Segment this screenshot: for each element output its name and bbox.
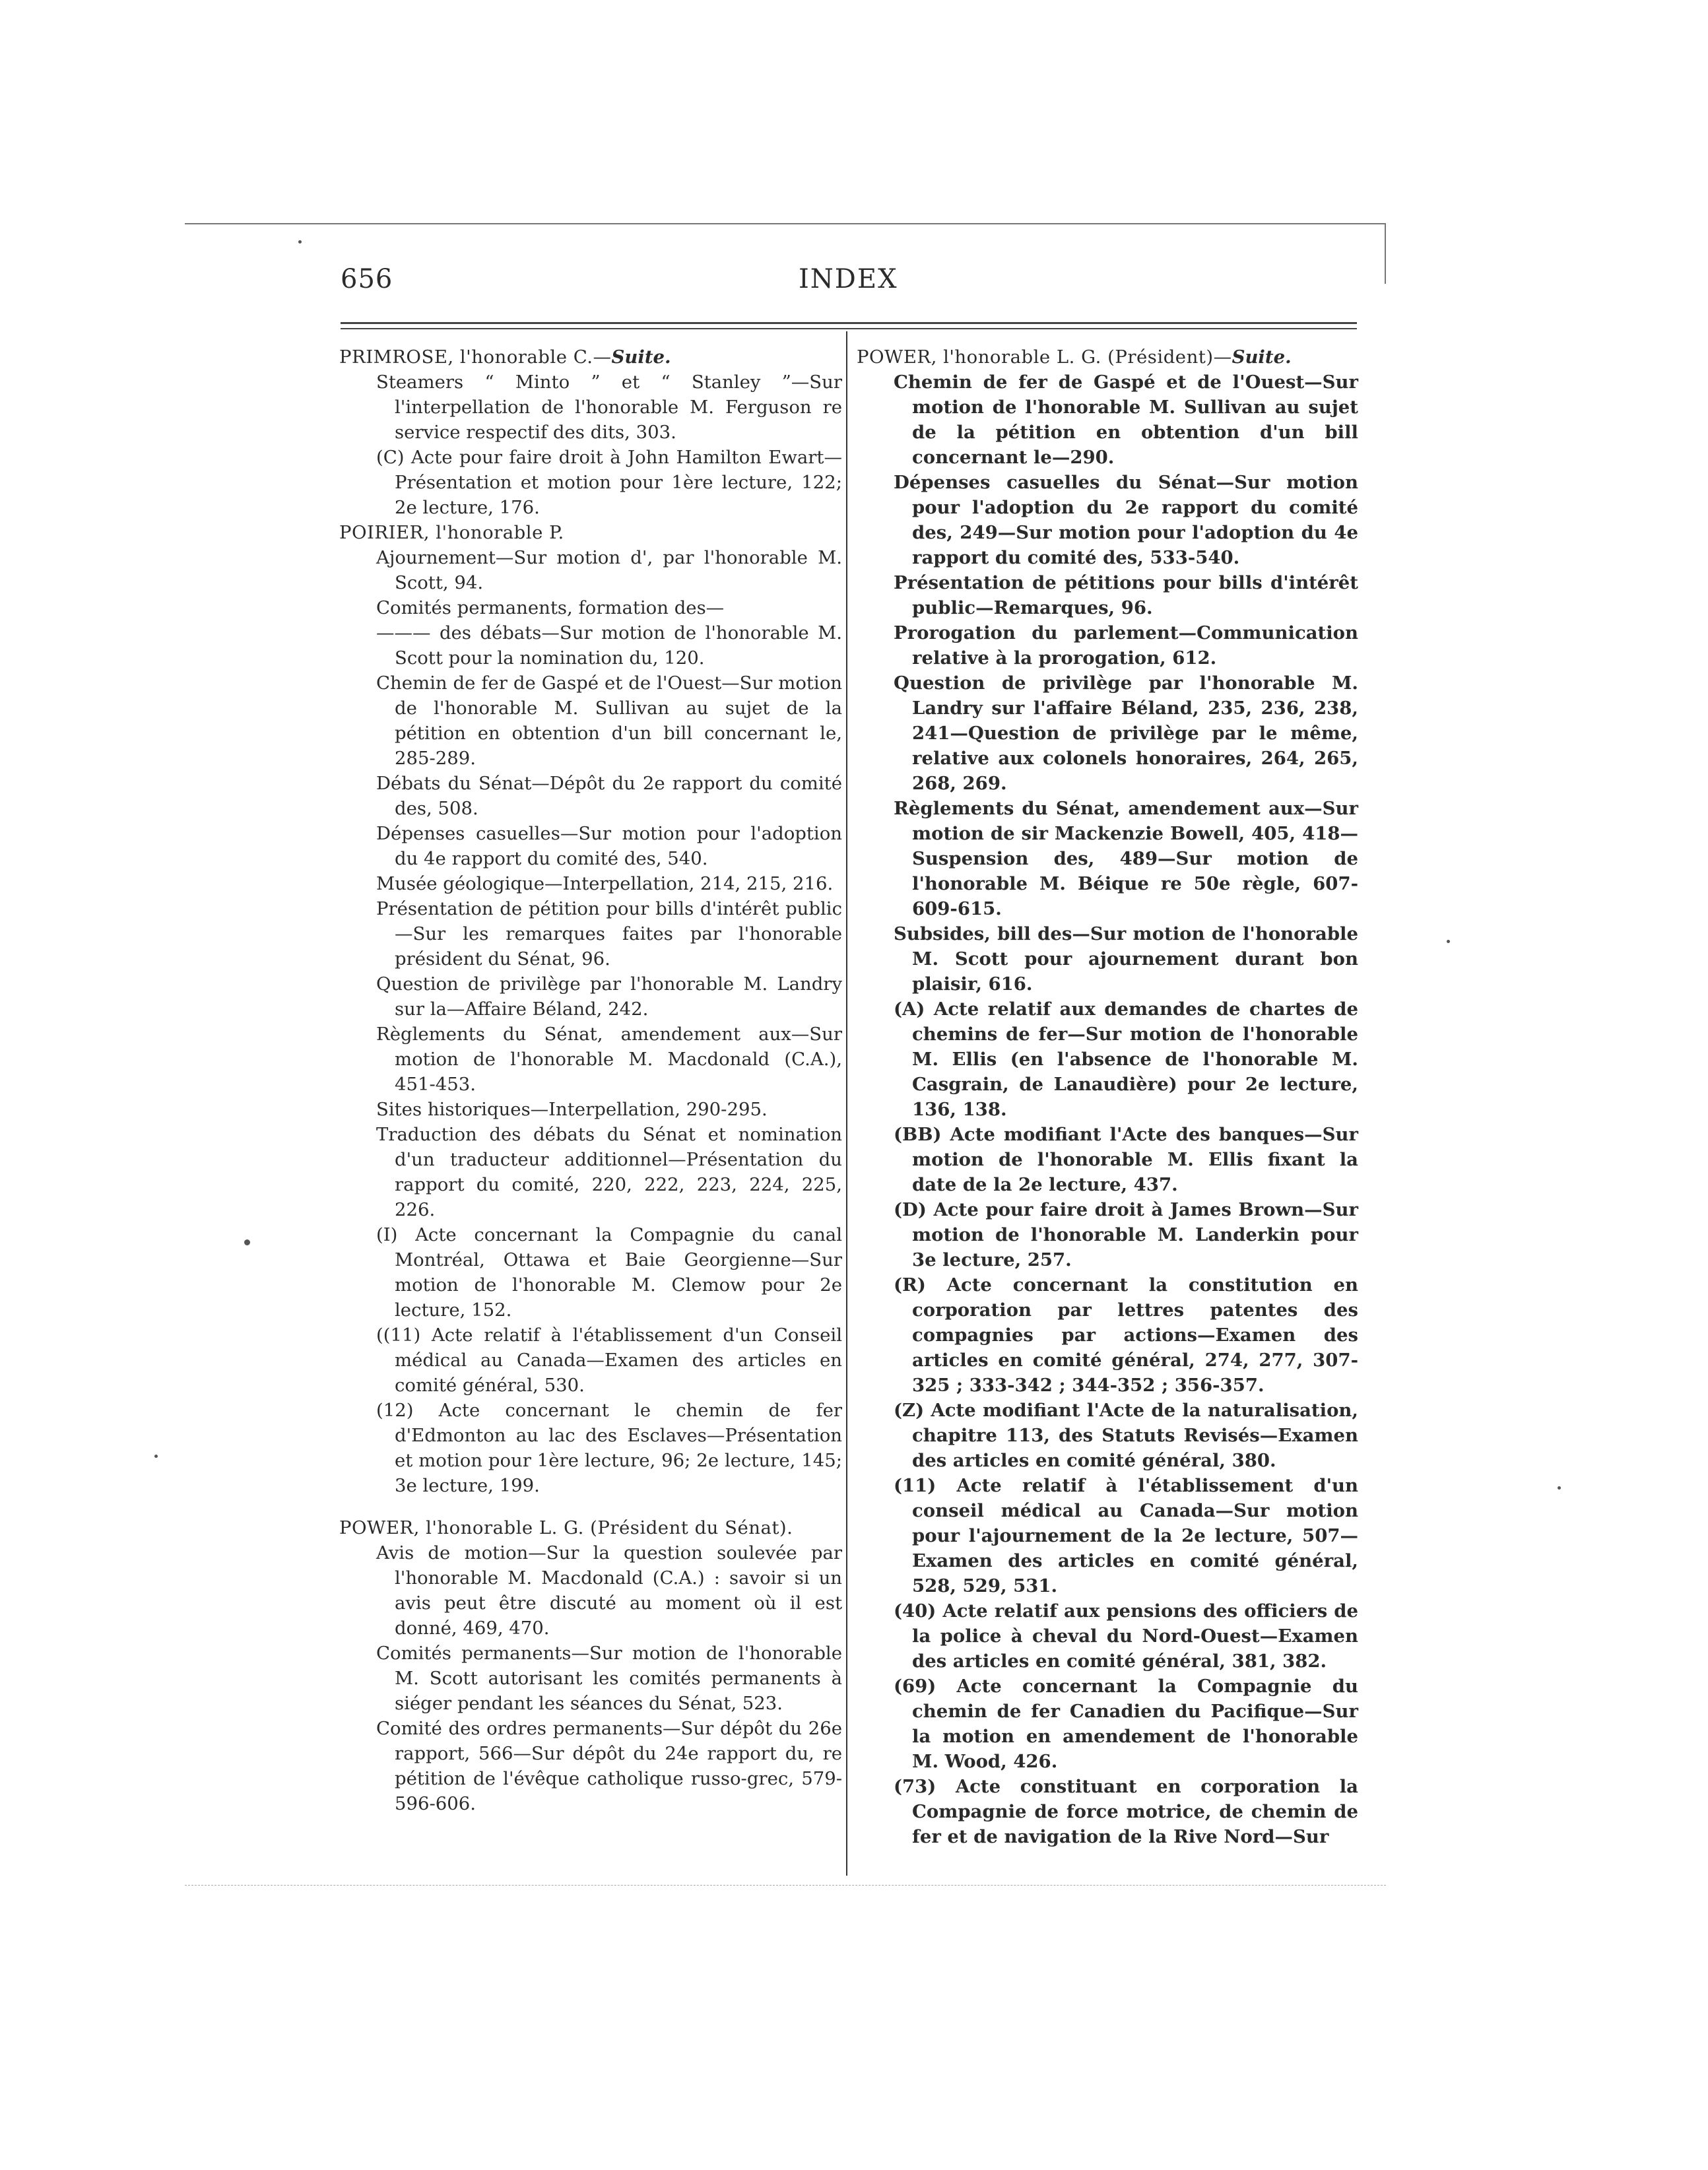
scan-speck	[298, 240, 302, 244]
index-entry: Prorogation du parlement—Communication relative à la prorogation, 612.	[894, 622, 1358, 669]
index-entry: (Z) Acte modifiant l'Acte de la naturalisation, chapitre 113, des Statuts Revisés—Examen des articles en comité général, 380.	[894, 1400, 1358, 1471]
header-rule	[341, 322, 1357, 324]
index-entry: Chemin de fer de Gaspé et de l'Ouest—Sur motion de l'honorable M. Sullivan au sujet de la pétition en obtention d'un bill concernant le, 285-289.	[376, 673, 842, 769]
index-entry: (D) Acte pour faire droit à James Brown—Sur motion de l'honorable M. Landerkin pour 3e lecture, 257.	[894, 1199, 1358, 1270]
index-entry: Sites historiques—Interpellation, 290-295.	[376, 1099, 768, 1120]
index-entry: (73) Acte constituant en corporation la Compagnie de force motrice, de chemin de fer et de navigation de la Rive Nord—Sur	[894, 1776, 1358, 1847]
index-entry: Question de privilège par l'honorable M. Landry sur l'affaire Béland, 235, 236, 238, 241—Question de privilège par le même, relative aux colonels honoraires, 264, 265, 268, 269.	[894, 673, 1358, 794]
scan-speck	[244, 1239, 250, 1245]
index-entry: Subsides, bill des—Sur motion de l'honorable M. Scott pour ajournement durant bon plaisir, 616.	[894, 923, 1358, 995]
index-entry: Traduction des débats du Sénat et nomination d'un traducteur additionnel—Présentation du rapport du comité, 220, 222, 223, 224, 225, 226.	[376, 1124, 842, 1220]
index-entry: (C) Acte pour faire droit à John Hamilton Ewart—Présentation et motion pour 1ère lecture, 122; 2e lecture, 176.	[376, 447, 842, 518]
index-entry: Question de privilège par l'honorable M. Landry sur la—Affaire Béland, 242.	[376, 973, 842, 1020]
index-entry: (40) Acte relatif aux pensions des officiers de la police à cheval du Nord-Ouest—Examen des articles en comité général, 381, 382.	[894, 1600, 1358, 1672]
scan-speck	[1447, 940, 1450, 943]
index-entry: Chemin de fer de Gaspé et de l'Ouest—Sur motion de l'honorable M. Sullivan au sujet de la pétition en obtention d'un bill concernant le—290.	[894, 372, 1358, 468]
index-entry: Comité des ordres permanents—Sur dépôt du 26e rapport, 566—Sur dépôt du 24e rapport du, re pétition de l'évêque catholique russo-grec, 579-596-606.	[376, 1718, 842, 1814]
index-entry: (12) Acte concernant le chemin de fer d'Edmonton au lac des Esclaves—Présentation et motion pour 1ère lecture, 96; 2e lecture, 145; 3e lecture, 199.	[376, 1400, 842, 1496]
index-entry: (69) Acte concernant la Compagnie du chemin de fer Canadien du Pacifique—Sur la motion en amendement de l'honorable M. Wood, 426.	[894, 1676, 1358, 1772]
scan-border-right	[1385, 224, 1386, 284]
index-entry: Comités permanents—Sur motion de l'honorable M. Scott autorisant les comités permanents à siéger pendant les séances du Sénat, 523.	[376, 1643, 842, 1714]
index-heading: POWER, l'honorable L. G. (Président du Sénat).	[339, 1517, 793, 1538]
index-heading: POIRIER, l'honorable P.	[339, 522, 564, 543]
column-divider	[846, 331, 847, 1876]
page-number: 656	[341, 264, 393, 294]
index-entry: Avis de motion—Sur la question soulevée par l'honorable M. Macdonald (C.A.) : savoir si un avis peut être discuté au moment où il est donné, 469, 470.	[376, 1542, 842, 1639]
scan-border-bottom	[185, 1885, 1386, 1886]
right-column	[857, 345, 1358, 1849]
index-entry: (BB) Acte modifiant l'Acte des banques—Sur motion de l'honorable M. Ellis fixant la date de la 2e lecture, 437.	[894, 1124, 1358, 1195]
index-entry: Débats du Sénat—Dépôt du 2e rapport du comité des, 508.	[376, 773, 842, 819]
index-entry: Dépenses casuelles—Sur motion pour l'adoption du 4e rapport du comité des, 540.	[376, 823, 842, 869]
index-entry: Ajournement—Sur motion d', par l'honorable M. Scott, 94.	[376, 547, 842, 593]
index-entry: ——— des débats—Sur motion de l'honorable M. Scott pour la nomination du, 120.	[376, 622, 842, 669]
index-entry: (11) Acte relatif à l'établissement d'un conseil médical au Canada—Sur motion pour l'ajournement de la 2e lecture, 507—Examen des articles en comité général, 528, 529, 531.	[894, 1475, 1358, 1596]
index-entry: Comités permanents, formation des—	[376, 597, 725, 618]
header-rule-double	[341, 328, 1357, 329]
index-heading: PRIMROSE, l'honorable C.—Suite.	[339, 346, 671, 368]
index-entry: ((11) Acte relatif à l'établissement d'un Conseil médical au Canada—Examen des articles en comité général, 530.	[376, 1325, 842, 1396]
page-header	[341, 264, 1357, 310]
index-entry: Steamers “ Minto ” et “ Stanley ”—Sur l'interpellation de l'honorable M. Ferguson re service respectif des dits, 303.	[376, 372, 842, 443]
index-entry: Règlements du Sénat, amendement aux—Sur motion de l'honorable M. Macdonald (C.A.), 451-453.	[376, 1024, 842, 1095]
running-head: INDEX	[799, 264, 898, 294]
scan-speck	[154, 1455, 158, 1458]
index-entry: (I) Acte concernant la Compagnie du canal Montréal, Ottawa et Baie Georgienne—Sur motion de l'honorable M. Clemow pour 2e lecture, 152.	[376, 1224, 842, 1321]
index-heading: POWER, l'honorable L. G. (Président)—Suite.	[857, 346, 1292, 368]
index-entry: Présentation de pétition pour bills d'intérêt public—Sur les remarques faites par l'honorable président du Sénat, 96.	[376, 898, 842, 970]
index-entry: (R) Acte concernant la constitution en corporation par lettres patentes des compagnies par actions—Examen des articles en comité général, 274, 277, 307-325 ; 333-342 ; 344-352 ; 356-357.	[894, 1274, 1358, 1396]
left-column	[339, 345, 842, 1816]
section-gap	[339, 1498, 842, 1515]
index-entry: Dépenses casuelles du Sénat—Sur motion pour l'adoption du 2e rapport du comité des, 249—Sur motion pour l'adoption du 4e rapport du comité des, 533-540.	[894, 472, 1358, 568]
scan-border-top	[185, 223, 1386, 224]
index-entry: (A) Acte relatif aux demandes de chartes de chemins de fer—Sur motion de l'honorable M. Ellis (en l'absence de l'honorable M. Casgrain, de Lanaudière) pour 2e lecture, 136, 138.	[894, 999, 1358, 1120]
index-entry: Présentation de pétitions pour bills d'intérêt public—Remarques, 96.	[894, 572, 1358, 618]
index-entry: Règlements du Sénat, amendement aux—Sur motion de sir Mackenzie Bowell, 405, 418—Suspension des, 489—Sur motion de l'honorable M. Béique re 50e règle, 607-609-615.	[894, 798, 1358, 919]
index-entry: Musée géologique—Interpellation, 214, 215, 216.	[376, 873, 834, 894]
scan-speck	[1558, 1486, 1561, 1490]
